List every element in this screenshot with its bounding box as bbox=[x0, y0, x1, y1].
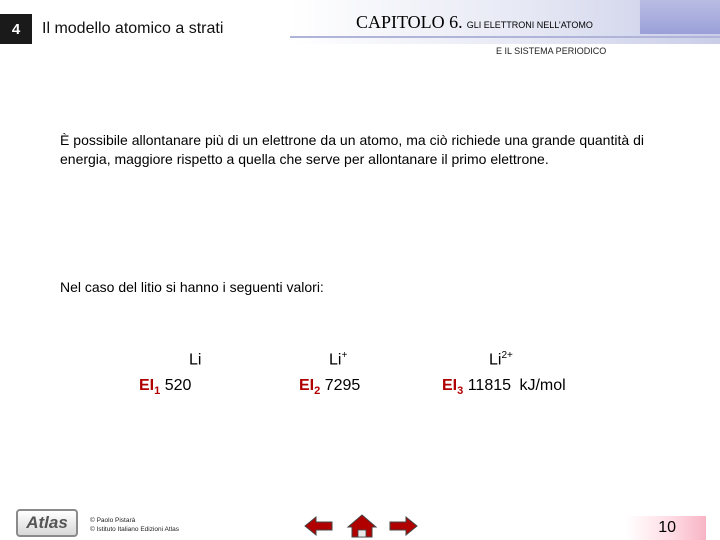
ei-unit: kJ/mol bbox=[519, 377, 566, 394]
header-bar bbox=[0, 0, 720, 44]
ei-value: 520 bbox=[164, 377, 192, 394]
ionization-energy-3 bbox=[442, 377, 566, 397]
symbol-charge: 2+ bbox=[501, 350, 513, 361]
ei-label: $EI_3$ bbox=[442, 377, 464, 398]
logo-text: Atlas bbox=[26, 513, 68, 532]
forward-arrow-icon[interactable] bbox=[386, 515, 420, 537]
ionization-energy-1 bbox=[139, 377, 191, 397]
symbol-text: Li bbox=[189, 351, 202, 369]
symbol-charge: + bbox=[341, 350, 348, 361]
section-title: Il modello atomico a strati bbox=[42, 20, 224, 37]
symbol-li bbox=[189, 350, 201, 369]
body-paragraph: È possibile allontanare più di un elettrone da un atomo, ma ciò richiede una grande quantità di energia, maggiore rispetto a quella che serve per allontanare il primo elettrone. bbox=[60, 132, 644, 167]
symbol-text: Li bbox=[489, 351, 502, 369]
section-number: 4 bbox=[0, 14, 32, 44]
symbol-li-plus bbox=[329, 350, 347, 369]
copyright bbox=[90, 516, 179, 534]
symbol-li-2plus bbox=[489, 350, 513, 369]
header-accent bbox=[640, 0, 720, 34]
chapter-label: CAPITOLO 6. bbox=[356, 12, 463, 32]
copyright-line-2: © Istituto Italiano Edizioni Atlas bbox=[90, 526, 179, 533]
ei-label: $EI_1$ bbox=[139, 377, 161, 398]
back-arrow-icon[interactable] bbox=[302, 515, 336, 537]
symbol-text: Li bbox=[329, 351, 342, 369]
page-number: 10 bbox=[658, 519, 676, 536]
intro-text: Nel caso del litio si hanno i seguenti valori: bbox=[60, 279, 324, 295]
home-icon[interactable] bbox=[345, 513, 379, 539]
chapter-subtitle: E IL SISTEMA PERIODICO bbox=[496, 46, 607, 56]
ei-value: 7295 bbox=[324, 377, 361, 394]
ei-label: $EI_2$ bbox=[299, 377, 321, 398]
ei-value: 11815 bbox=[467, 377, 512, 394]
copyright-line-1: © Paolo Pistarà bbox=[90, 517, 136, 524]
header-rule bbox=[290, 36, 720, 38]
page-number-box bbox=[626, 516, 706, 540]
chapter-topic: GLI ELETTRONI NELL’ATOMO bbox=[466, 20, 593, 30]
ionization-energy-2 bbox=[299, 377, 360, 397]
atlas-logo bbox=[16, 509, 78, 537]
chapter-heading bbox=[356, 12, 593, 33]
